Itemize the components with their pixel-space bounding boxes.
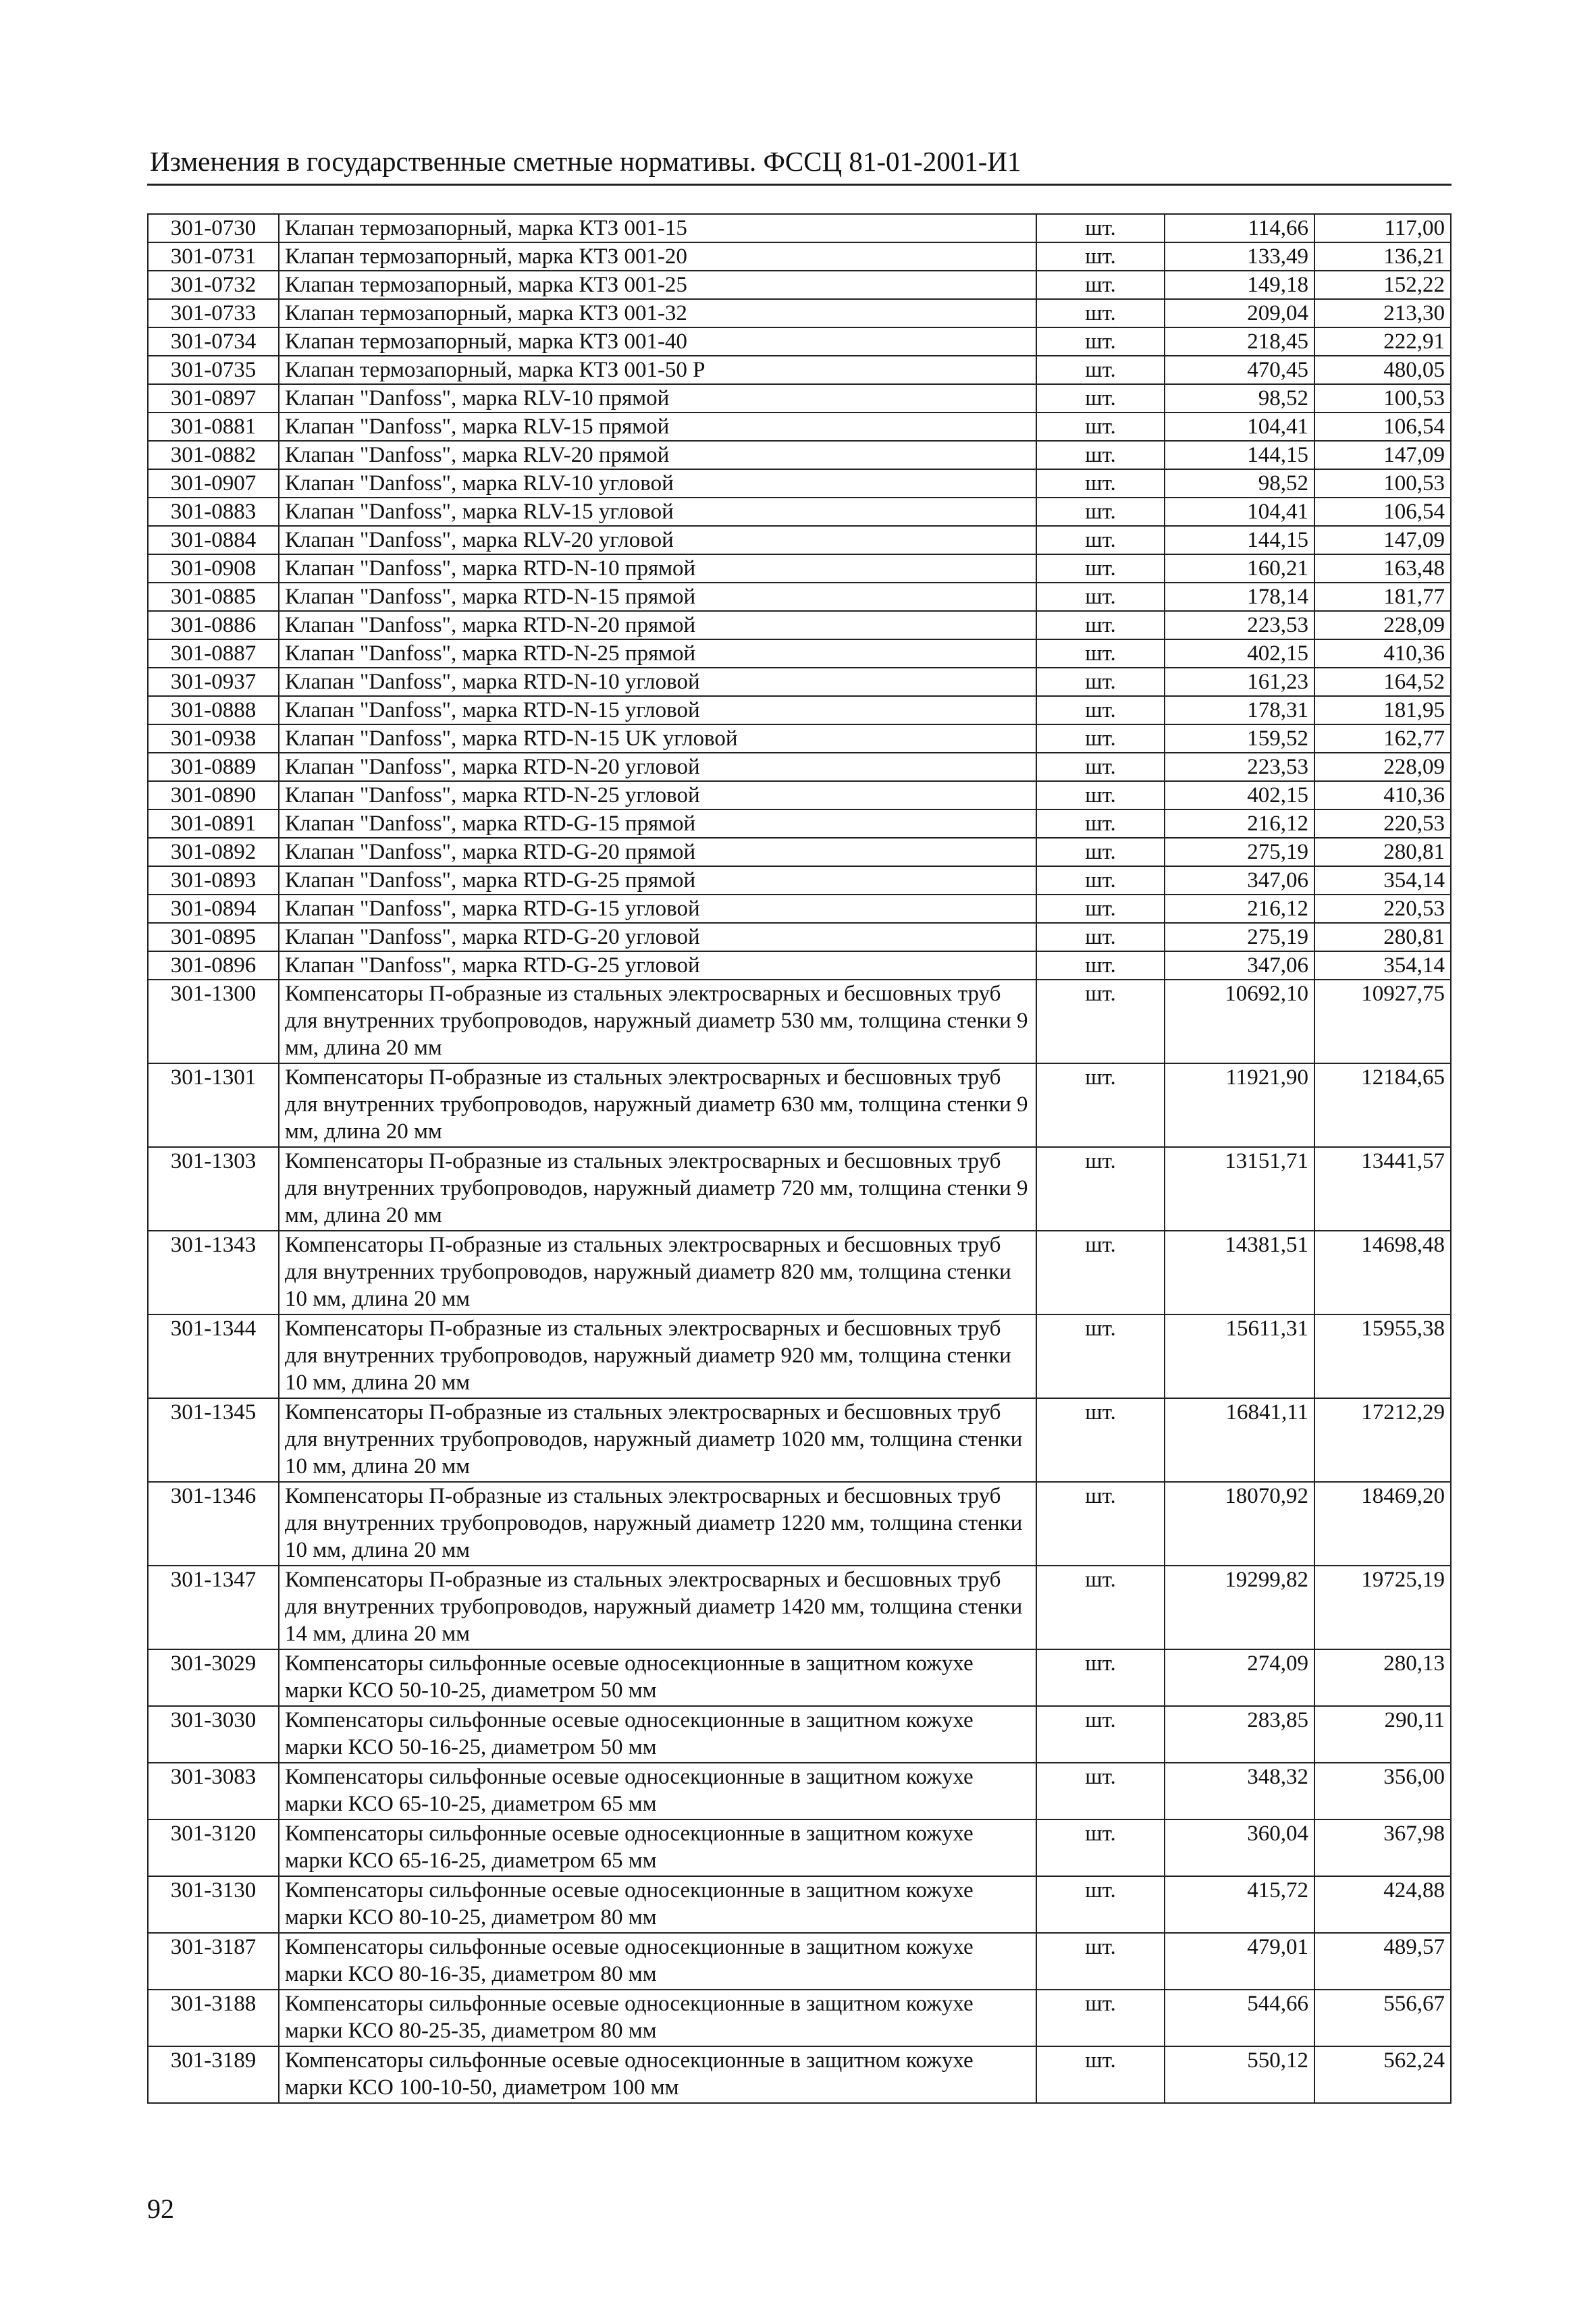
item-unit: шт. bbox=[1036, 1990, 1165, 2046]
item-unit: шт. bbox=[1036, 554, 1165, 583]
item-unit: шт. bbox=[1036, 923, 1165, 951]
page-number: 92 bbox=[147, 2194, 174, 2224]
item-code: 301-0908 bbox=[148, 554, 279, 583]
item-name: Клапан термозапорный, марка КТЗ 001-32 bbox=[279, 299, 1036, 327]
item-code: 301-0886 bbox=[148, 611, 279, 639]
item-unit: шт. bbox=[1036, 526, 1165, 554]
item-price-1: 544,66 bbox=[1165, 1990, 1314, 2046]
item-unit: шт. bbox=[1036, 980, 1165, 1063]
item-name: Клапан "Danfoss", марка RTD-G-25 угловой bbox=[279, 951, 1036, 980]
item-name: Компенсаторы П-образные из стальных электросварных и бесшовных труб для внутренних трубопроводов, наружный диаметр 920 мм, толщина стенки 10 мм, длина 20 мм bbox=[279, 1314, 1036, 1398]
item-code: 301-0890 bbox=[148, 781, 279, 809]
item-name: Клапан "Danfoss", марка RTD-N-15 угловой bbox=[279, 696, 1036, 724]
item-code: 301-0883 bbox=[148, 498, 279, 526]
table-row bbox=[148, 724, 1451, 753]
item-price-1: 209,04 bbox=[1165, 299, 1314, 327]
item-code: 301-1301 bbox=[148, 1063, 279, 1147]
table-row bbox=[148, 923, 1451, 951]
item-price-2: 147,09 bbox=[1314, 526, 1451, 554]
item-code: 301-3187 bbox=[148, 1933, 279, 1990]
item-price-1: 216,12 bbox=[1165, 809, 1314, 838]
item-code: 301-3029 bbox=[148, 1649, 279, 1706]
item-unit: шт. bbox=[1036, 413, 1165, 441]
item-price-1: 223,53 bbox=[1165, 611, 1314, 639]
item-unit: шт. bbox=[1036, 469, 1165, 498]
item-unit: шт. bbox=[1036, 441, 1165, 469]
table-row bbox=[148, 526, 1451, 554]
table-row bbox=[148, 1231, 1451, 1314]
item-price-1: 114,66 bbox=[1165, 214, 1314, 242]
item-price-2: 136,21 bbox=[1314, 242, 1451, 271]
item-code: 301-0732 bbox=[148, 271, 279, 299]
item-price-1: 218,45 bbox=[1165, 327, 1314, 356]
item-price-2: 222,91 bbox=[1314, 327, 1451, 356]
item-name: Клапан "Danfoss", марка RTD-N-25 угловой bbox=[279, 781, 1036, 809]
table-row bbox=[148, 441, 1451, 469]
table-row bbox=[148, 980, 1451, 1063]
table-row bbox=[148, 356, 1451, 384]
item-unit: шт. bbox=[1036, 583, 1165, 611]
item-code: 301-3189 bbox=[148, 2046, 279, 2103]
item-price-1: 470,45 bbox=[1165, 356, 1314, 384]
item-unit: шт. bbox=[1036, 611, 1165, 639]
item-unit: шт. bbox=[1036, 809, 1165, 838]
item-price-1: 161,23 bbox=[1165, 668, 1314, 696]
item-unit: шт. bbox=[1036, 1933, 1165, 1990]
item-code: 301-1303 bbox=[148, 1147, 279, 1231]
item-price-2: 424,88 bbox=[1314, 1876, 1451, 1933]
table-row bbox=[148, 1990, 1451, 2046]
item-price-1: 16841,11 bbox=[1165, 1398, 1314, 1482]
item-name: Компенсаторы сильфонные осевые односекционные в защитном кожухе марки КСО 50-10-25, диаметром 50 мм bbox=[279, 1649, 1036, 1706]
item-price-2: 106,54 bbox=[1314, 498, 1451, 526]
table-row bbox=[148, 271, 1451, 299]
item-code: 301-0938 bbox=[148, 724, 279, 753]
item-name: Клапан термозапорный, марка КТЗ 001-25 bbox=[279, 271, 1036, 299]
item-price-1: 18070,92 bbox=[1165, 1482, 1314, 1566]
item-name: Клапан "Danfoss", марка RTD-G-15 прямой bbox=[279, 809, 1036, 838]
table-row bbox=[148, 413, 1451, 441]
item-price-1: 347,06 bbox=[1165, 866, 1314, 895]
item-price-2: 106,54 bbox=[1314, 413, 1451, 441]
item-price-2: 354,14 bbox=[1314, 866, 1451, 895]
item-price-2: 12184,65 bbox=[1314, 1063, 1451, 1147]
item-unit: шт. bbox=[1036, 1763, 1165, 1819]
item-unit: шт. bbox=[1036, 724, 1165, 753]
item-price-1: 133,49 bbox=[1165, 242, 1314, 271]
item-price-2: 10927,75 bbox=[1314, 980, 1451, 1063]
item-price-1: 149,18 bbox=[1165, 271, 1314, 299]
item-unit: шт. bbox=[1036, 1398, 1165, 1482]
item-price-1: 178,14 bbox=[1165, 583, 1314, 611]
table-row bbox=[148, 1398, 1451, 1482]
item-name: Компенсаторы сильфонные осевые односекционные в защитном кожухе марки КСО 65-16-25, диаметром 65 мм bbox=[279, 1819, 1036, 1876]
item-price-1: 402,15 bbox=[1165, 639, 1314, 668]
item-name: Клапан "Danfoss", марка RLV-20 угловой bbox=[279, 526, 1036, 554]
item-unit: шт. bbox=[1036, 1876, 1165, 1933]
price-table bbox=[147, 213, 1452, 2104]
table-row bbox=[148, 1933, 1451, 1990]
item-name: Клапан "Danfoss", марка RLV-20 прямой bbox=[279, 441, 1036, 469]
item-name: Компенсаторы П-образные из стальных электросварных и бесшовных труб для внутренних трубопроводов, наружный диаметр 530 мм, толщина стенки 9 мм, длина 20 мм bbox=[279, 980, 1036, 1063]
item-name: Компенсаторы П-образные из стальных электросварных и бесшовных труб для внутренних трубопроводов, наружный диаметр 720 мм, толщина стенки 9 мм, длина 20 мм bbox=[279, 1147, 1036, 1231]
item-code: 301-3030 bbox=[148, 1706, 279, 1763]
item-price-1: 15611,31 bbox=[1165, 1314, 1314, 1398]
item-code: 301-1343 bbox=[148, 1231, 279, 1314]
item-price-2: 290,11 bbox=[1314, 1706, 1451, 1763]
item-code: 301-1344 bbox=[148, 1314, 279, 1398]
item-name: Клапан "Danfoss", марка RLV-15 угловой bbox=[279, 498, 1036, 526]
table-row bbox=[148, 696, 1451, 724]
table-row bbox=[148, 242, 1451, 271]
item-name: Клапан "Danfoss", марка RTD-N-15 прямой bbox=[279, 583, 1036, 611]
item-price-2: 162,77 bbox=[1314, 724, 1451, 753]
item-price-2: 410,36 bbox=[1314, 781, 1451, 809]
item-name: Клапан термозапорный, марка КТЗ 001-40 bbox=[279, 327, 1036, 356]
item-price-1: 159,52 bbox=[1165, 724, 1314, 753]
item-name: Компенсаторы сильфонные осевые односекционные в защитном кожухе марки КСО 80-10-25, диаметром 80 мм bbox=[279, 1876, 1036, 1933]
table-row bbox=[148, 2046, 1451, 2103]
item-name: Компенсаторы сильфонные осевые односекционные в защитном кожухе марки КСО 80-25-35, диаметром 80 мм bbox=[279, 1990, 1036, 2046]
table-row bbox=[148, 583, 1451, 611]
item-code: 301-0885 bbox=[148, 583, 279, 611]
item-unit: шт. bbox=[1036, 214, 1165, 242]
table-row bbox=[148, 809, 1451, 838]
item-unit: шт. bbox=[1036, 951, 1165, 980]
item-name: Компенсаторы сильфонные осевые односекционные в защитном кожухе марки КСО 80-16-35, диаметром 80 мм bbox=[279, 1933, 1036, 1990]
item-name: Клапан "Danfoss", марка RTD-G-25 прямой bbox=[279, 866, 1036, 895]
item-price-2: 480,05 bbox=[1314, 356, 1451, 384]
item-price-2: 18469,20 bbox=[1314, 1482, 1451, 1566]
item-price-1: 550,12 bbox=[1165, 2046, 1314, 2103]
item-name: Клапан "Danfoss", марка RTD-N-20 угловой bbox=[279, 753, 1036, 781]
item-unit: шт. bbox=[1036, 1706, 1165, 1763]
table-row bbox=[148, 1706, 1451, 1763]
table-row bbox=[148, 299, 1451, 327]
table-row bbox=[148, 327, 1451, 356]
item-code: 301-0735 bbox=[148, 356, 279, 384]
item-price-1: 19299,82 bbox=[1165, 1566, 1314, 1649]
item-price-2: 17212,29 bbox=[1314, 1398, 1451, 1482]
item-name: Компенсаторы сильфонные осевые односекционные в защитном кожухе марки КСО 50-16-25, диаметром 50 мм bbox=[279, 1706, 1036, 1763]
item-code: 301-3120 bbox=[148, 1819, 279, 1876]
item-name: Клапан "Danfoss", марка RLV-15 прямой bbox=[279, 413, 1036, 441]
item-code: 301-1345 bbox=[148, 1398, 279, 1482]
item-price-2: 562,24 bbox=[1314, 2046, 1451, 2103]
item-price-1: 348,32 bbox=[1165, 1763, 1314, 1819]
item-unit: шт. bbox=[1036, 696, 1165, 724]
item-price-1: 415,72 bbox=[1165, 1876, 1314, 1933]
item-price-1: 160,21 bbox=[1165, 554, 1314, 583]
item-code: 301-0892 bbox=[148, 838, 279, 866]
table-row bbox=[148, 753, 1451, 781]
table-row bbox=[148, 639, 1451, 668]
item-code: 301-0887 bbox=[148, 639, 279, 668]
item-name: Компенсаторы П-образные из стальных электросварных и бесшовных труб для внутренних трубопроводов, наружный диаметр 1420 мм, толщина стенки 14 мм, длина 20 мм bbox=[279, 1566, 1036, 1649]
item-price-2: 280,81 bbox=[1314, 923, 1451, 951]
item-unit: шт. bbox=[1036, 2046, 1165, 2103]
item-name: Клапан "Danfoss", марка RTD-G-20 прямой bbox=[279, 838, 1036, 866]
item-price-2: 213,30 bbox=[1314, 299, 1451, 327]
table-row bbox=[148, 214, 1451, 242]
header-rule bbox=[147, 184, 1452, 186]
item-code: 301-1347 bbox=[148, 1566, 279, 1649]
item-unit: шт. bbox=[1036, 1566, 1165, 1649]
item-name: Клапан "Danfoss", марка RTD-N-15 UK угловой bbox=[279, 724, 1036, 753]
item-price-1: 216,12 bbox=[1165, 895, 1314, 923]
item-name: Компенсаторы П-образные из стальных электросварных и бесшовных труб для внутренних трубопроводов, наружный диаметр 820 мм, толщина стенки 10 мм, длина 20 мм bbox=[279, 1231, 1036, 1314]
item-price-2: 181,77 bbox=[1314, 583, 1451, 611]
item-name: Клапан термозапорный, марка КТЗ 001-50 Р bbox=[279, 356, 1036, 384]
table-row bbox=[148, 1819, 1451, 1876]
item-code: 301-3188 bbox=[148, 1990, 279, 2046]
item-price-2: 354,14 bbox=[1314, 951, 1451, 980]
item-code: 301-1300 bbox=[148, 980, 279, 1063]
item-price-2: 14698,48 bbox=[1314, 1231, 1451, 1314]
item-price-2: 356,00 bbox=[1314, 1763, 1451, 1819]
item-price-1: 104,41 bbox=[1165, 498, 1314, 526]
item-code: 301-0734 bbox=[148, 327, 279, 356]
item-unit: шт. bbox=[1036, 1482, 1165, 1566]
item-price-2: 367,98 bbox=[1314, 1819, 1451, 1876]
table-row bbox=[148, 1482, 1451, 1566]
item-name: Клапан "Danfoss", марка RLV-10 угловой bbox=[279, 469, 1036, 498]
item-name: Клапан "Danfoss", марка RTD-N-25 прямой bbox=[279, 639, 1036, 668]
item-unit: шт. bbox=[1036, 866, 1165, 895]
item-price-2: 13441,57 bbox=[1314, 1147, 1451, 1231]
item-price-1: 10692,10 bbox=[1165, 980, 1314, 1063]
item-price-2: 556,67 bbox=[1314, 1990, 1451, 2046]
table-row bbox=[148, 895, 1451, 923]
table-row bbox=[148, 1063, 1451, 1147]
item-unit: шт. bbox=[1036, 242, 1165, 271]
item-price-1: 479,01 bbox=[1165, 1933, 1314, 1990]
table-row bbox=[148, 1314, 1451, 1398]
item-unit: шт. bbox=[1036, 1231, 1165, 1314]
table-row bbox=[148, 554, 1451, 583]
item-price-2: 410,36 bbox=[1314, 639, 1451, 668]
item-price-1: 144,15 bbox=[1165, 526, 1314, 554]
item-price-1: 104,41 bbox=[1165, 413, 1314, 441]
item-unit: шт. bbox=[1036, 639, 1165, 668]
item-name: Клапан "Danfoss", марка RTD-N-20 прямой bbox=[279, 611, 1036, 639]
item-price-2: 280,13 bbox=[1314, 1649, 1451, 1706]
item-code: 301-0881 bbox=[148, 413, 279, 441]
table-row bbox=[148, 668, 1451, 696]
price-table-body bbox=[148, 214, 1451, 2103]
item-price-1: 13151,71 bbox=[1165, 1147, 1314, 1231]
table-row bbox=[148, 1649, 1451, 1706]
item-price-2: 220,53 bbox=[1314, 895, 1451, 923]
item-price-1: 98,52 bbox=[1165, 384, 1314, 413]
item-price-2: 15955,38 bbox=[1314, 1314, 1451, 1398]
item-name: Компенсаторы сильфонные осевые односекционные в защитном кожухе марки КСО 65-10-25, диаметром 65 мм bbox=[279, 1763, 1036, 1819]
item-unit: шт. bbox=[1036, 781, 1165, 809]
item-code: 301-3083 bbox=[148, 1763, 279, 1819]
item-price-2: 117,00 bbox=[1314, 214, 1451, 242]
item-code: 301-0895 bbox=[148, 923, 279, 951]
table-row bbox=[148, 1566, 1451, 1649]
item-price-1: 14381,51 bbox=[1165, 1231, 1314, 1314]
item-price-2: 280,81 bbox=[1314, 838, 1451, 866]
item-price-2: 228,09 bbox=[1314, 611, 1451, 639]
item-unit: шт. bbox=[1036, 753, 1165, 781]
item-price-1: 360,04 bbox=[1165, 1819, 1314, 1876]
item-code: 301-0907 bbox=[148, 469, 279, 498]
item-price-2: 100,53 bbox=[1314, 469, 1451, 498]
table-row bbox=[148, 1763, 1451, 1819]
item-price-1: 178,31 bbox=[1165, 696, 1314, 724]
item-price-1: 223,53 bbox=[1165, 753, 1314, 781]
item-price-2: 19725,19 bbox=[1314, 1566, 1451, 1649]
table-row bbox=[148, 781, 1451, 809]
item-code: 301-0731 bbox=[148, 242, 279, 271]
item-code: 301-0891 bbox=[148, 809, 279, 838]
item-name: Клапан термозапорный, марка КТЗ 001-15 bbox=[279, 214, 1036, 242]
item-price-2: 220,53 bbox=[1314, 809, 1451, 838]
item-name: Клапан "Danfoss", марка RLV-10 прямой bbox=[279, 384, 1036, 413]
item-price-1: 275,19 bbox=[1165, 923, 1314, 951]
table-row bbox=[148, 384, 1451, 413]
item-code: 301-0893 bbox=[148, 866, 279, 895]
item-unit: шт. bbox=[1036, 299, 1165, 327]
item-price-2: 181,95 bbox=[1314, 696, 1451, 724]
item-unit: шт. bbox=[1036, 384, 1165, 413]
item-code: 301-0882 bbox=[148, 441, 279, 469]
table-row bbox=[148, 611, 1451, 639]
item-code: 301-0937 bbox=[148, 668, 279, 696]
table-row bbox=[148, 866, 1451, 895]
item-unit: шт. bbox=[1036, 1147, 1165, 1231]
item-unit: шт. bbox=[1036, 498, 1165, 526]
item-price-1: 144,15 bbox=[1165, 441, 1314, 469]
item-unit: шт. bbox=[1036, 1819, 1165, 1876]
table-row bbox=[148, 838, 1451, 866]
item-name: Клапан "Danfoss", марка RTD-G-15 угловой bbox=[279, 895, 1036, 923]
item-name: Клапан "Danfoss", марка RTD-N-10 угловой bbox=[279, 668, 1036, 696]
item-price-2: 489,57 bbox=[1314, 1933, 1451, 1990]
item-unit: шт. bbox=[1036, 271, 1165, 299]
item-price-1: 402,15 bbox=[1165, 781, 1314, 809]
table-row bbox=[148, 1876, 1451, 1933]
item-name: Клапан термозапорный, марка КТЗ 001-20 bbox=[279, 242, 1036, 271]
item-name: Клапан "Danfoss", марка RTD-G-20 угловой bbox=[279, 923, 1036, 951]
item-price-1: 98,52 bbox=[1165, 469, 1314, 498]
item-price-1: 275,19 bbox=[1165, 838, 1314, 866]
item-code: 301-0730 bbox=[148, 214, 279, 242]
item-code: 301-0896 bbox=[148, 951, 279, 980]
item-code: 301-0889 bbox=[148, 753, 279, 781]
item-price-1: 274,09 bbox=[1165, 1649, 1314, 1706]
item-price-2: 152,22 bbox=[1314, 271, 1451, 299]
item-unit: шт. bbox=[1036, 838, 1165, 866]
item-price-1: 283,85 bbox=[1165, 1706, 1314, 1763]
page-header: Изменения в государственные сметные нормативы. ФССЦ 81-01-2001-И1 bbox=[150, 146, 1021, 177]
item-unit: шт. bbox=[1036, 1649, 1165, 1706]
item-name: Компенсаторы П-образные из стальных электросварных и бесшовных труб для внутренних трубопроводов, наружный диаметр 630 мм, толщина стенки 9 мм, длина 20 мм bbox=[279, 1063, 1036, 1147]
item-name: Компенсаторы П-образные из стальных электросварных и бесшовных труб для внутренних трубопроводов, наружный диаметр 1020 мм, толщина стенки 10 мм, длина 20 мм bbox=[279, 1398, 1036, 1482]
item-name: Компенсаторы П-образные из стальных электросварных и бесшовных труб для внутренних трубопроводов, наружный диаметр 1220 мм, толщина стенки 10 мм, длина 20 мм bbox=[279, 1482, 1036, 1566]
item-name: Компенсаторы сильфонные осевые односекционные в защитном кожухе марки КСО 100-10-50, диаметром 100 мм bbox=[279, 2046, 1036, 2103]
item-code: 301-0888 bbox=[148, 696, 279, 724]
item-unit: шт. bbox=[1036, 356, 1165, 384]
item-unit: шт. bbox=[1036, 327, 1165, 356]
table-row bbox=[148, 498, 1451, 526]
item-code: 301-0897 bbox=[148, 384, 279, 413]
item-code: 301-0733 bbox=[148, 299, 279, 327]
item-code: 301-0884 bbox=[148, 526, 279, 554]
item-code: 301-0894 bbox=[148, 895, 279, 923]
item-unit: шт. bbox=[1036, 1314, 1165, 1398]
item-unit: шт. bbox=[1036, 668, 1165, 696]
table-row bbox=[148, 951, 1451, 980]
item-code: 301-3130 bbox=[148, 1876, 279, 1933]
item-price-2: 163,48 bbox=[1314, 554, 1451, 583]
item-price-2: 228,09 bbox=[1314, 753, 1451, 781]
item-unit: шт. bbox=[1036, 1063, 1165, 1147]
item-price-2: 100,53 bbox=[1314, 384, 1451, 413]
item-price-1: 11921,90 bbox=[1165, 1063, 1314, 1147]
item-code: 301-1346 bbox=[148, 1482, 279, 1566]
item-price-2: 164,52 bbox=[1314, 668, 1451, 696]
table-row bbox=[148, 1147, 1451, 1231]
item-unit: шт. bbox=[1036, 895, 1165, 923]
item-price-2: 147,09 bbox=[1314, 441, 1451, 469]
item-name: Клапан "Danfoss", марка RTD-N-10 прямой bbox=[279, 554, 1036, 583]
table-row bbox=[148, 469, 1451, 498]
item-price-1: 347,06 bbox=[1165, 951, 1314, 980]
